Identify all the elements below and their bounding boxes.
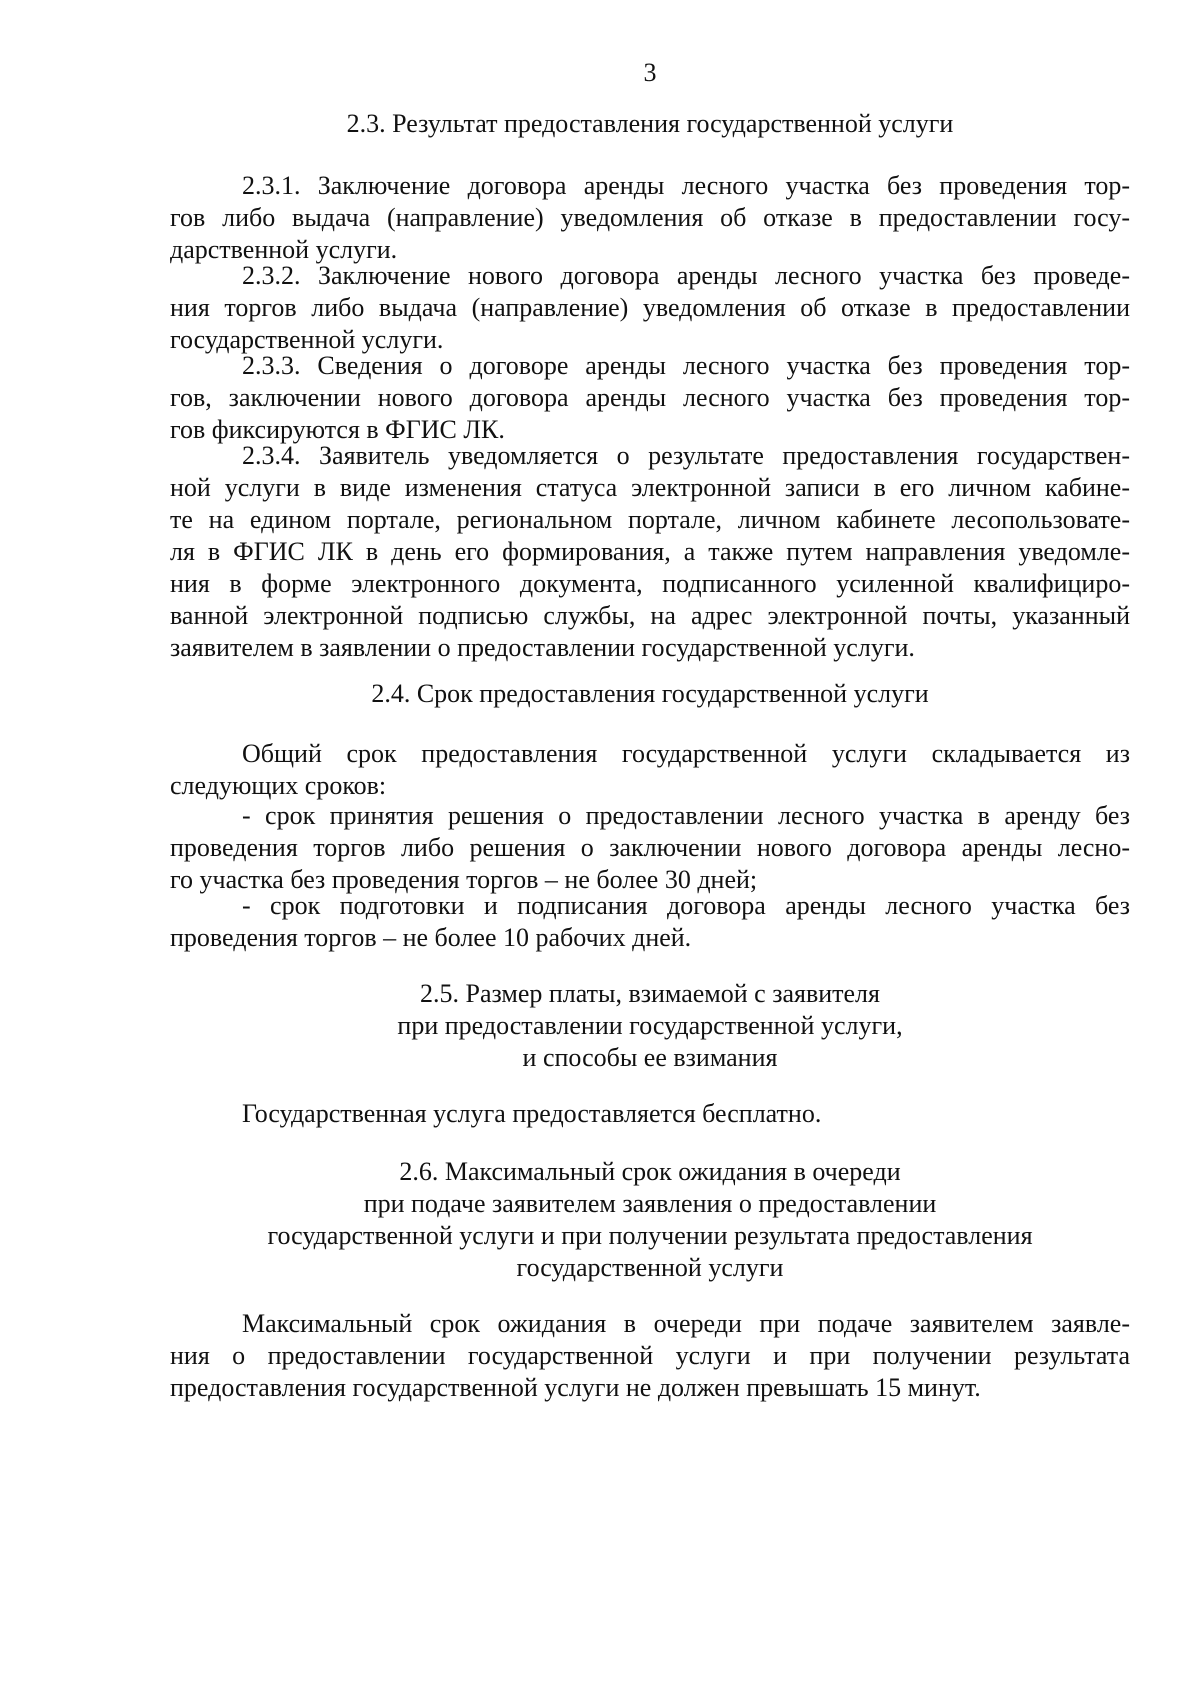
text-line: ванной электронной подписью службы, на адрес электронной почты, указанный [170, 601, 1130, 630]
text-line: гов фиксируются в ФГИС ЛК. [170, 415, 505, 444]
paragraph-2-3-3 [170, 350, 1130, 446]
section-2-3-title: 2.3. Результат предоставления государственной услуги [346, 109, 954, 138]
text-line: гов, заключении нового договора аренды лесного участка без проведения тор- [170, 383, 1130, 412]
text-line: проведения торгов – не более 10 рабочих дней. [170, 923, 692, 952]
text-line: ния в форме электронного документа, подписанного усиленной квалифициро- [170, 569, 1130, 598]
paragraph-2-3-1 [170, 170, 1130, 266]
text-line: следующих сроков: [170, 771, 387, 800]
paragraph-2-4-item-1 [170, 800, 1130, 896]
paragraph-2-5 [170, 1098, 1130, 1130]
text-line: 2.3.1. Заключение договора аренды лесного участка без проведения тор- [242, 171, 1130, 200]
text-line: ля в ФГИС ЛК в день его формирования, а также путем направления уведомле- [170, 537, 1130, 566]
title-line: 2.5. Размер платы, взимаемой с заявителя [419, 979, 880, 1008]
document-page [170, 0, 1130, 1696]
text-line: Максимальный срок ожидания в очереди при подаче заявителем заявле- [242, 1309, 1130, 1338]
text-line: 2.3.3. Сведения о договоре аренды лесного участка без проведения тор- [242, 351, 1130, 380]
text-line: - срок принятия решения о предоставлении лесного участка в аренду без [242, 801, 1130, 830]
text-line: - срок подготовки и подписания договора аренды лесного участка без [242, 891, 1130, 920]
text-line: ной услуги в виде изменения статуса электронной записи в его личном кабине- [170, 473, 1130, 502]
section-2-5-title [170, 978, 1130, 1074]
paragraph-2-3-2 [170, 260, 1130, 356]
page-number: 3 [643, 58, 657, 87]
text-line: гов либо выдача (направление) уведомления об отказе в предоставлении госу- [170, 203, 1130, 232]
title-line: и способы ее взимания [522, 1043, 778, 1072]
paragraph-2-4-item-2 [170, 890, 1130, 954]
text-line: дарственной услуги. [170, 235, 398, 264]
title-line: при подаче заявителем заявления о предоставлении [363, 1189, 937, 1218]
title-line: государственной услуги [516, 1253, 784, 1282]
section-2-6-title [170, 1156, 1130, 1284]
paragraph-2-4-intro [170, 738, 1130, 802]
title-line: при предоставлении государственной услуги, [397, 1011, 903, 1040]
text-line: те на едином портале, региональном портале, личном кабинете лесопользовате- [170, 505, 1130, 534]
title-line: 2.6. Максимальный срок ожидания в очереди [399, 1157, 901, 1186]
text-line: заявителем в заявлении о предоставлении государственной услуги. [170, 633, 915, 662]
text-line: Общий срок предоставления государственной услуги складывается из [242, 739, 1130, 768]
text-line: ния торгов либо выдача (направление) уведомления об отказе в предоставлении [170, 293, 1130, 322]
title-line: государственной услуги и при получении результата предоставления [267, 1221, 1033, 1250]
text-line: 2.3.4. Заявитель уведомляется о результате предоставления государствен- [242, 441, 1130, 470]
text-line: Государственная услуга предоставляется бесплатно. [242, 1099, 822, 1128]
text-line: 2.3.2. Заключение нового договора аренды лесного участка без проведе- [242, 261, 1130, 290]
paragraph-2-3-4 [170, 440, 1130, 664]
text-line: государственной услуги. [170, 325, 444, 354]
section-2-4-title: 2.4. Срок предоставления государственной услуги [371, 679, 929, 708]
text-line: проведения торгов либо решения о заключении нового договора аренды лесно- [170, 833, 1130, 862]
text-line: го участка без проведения торгов – не более 30 дней; [170, 865, 758, 894]
text-line: ния о предоставлении государственной услуги и при получении результата [170, 1341, 1130, 1370]
paragraph-2-6 [170, 1308, 1130, 1404]
text-line: предоставления государственной услуги не должен превышать 15 минут. [170, 1373, 981, 1402]
